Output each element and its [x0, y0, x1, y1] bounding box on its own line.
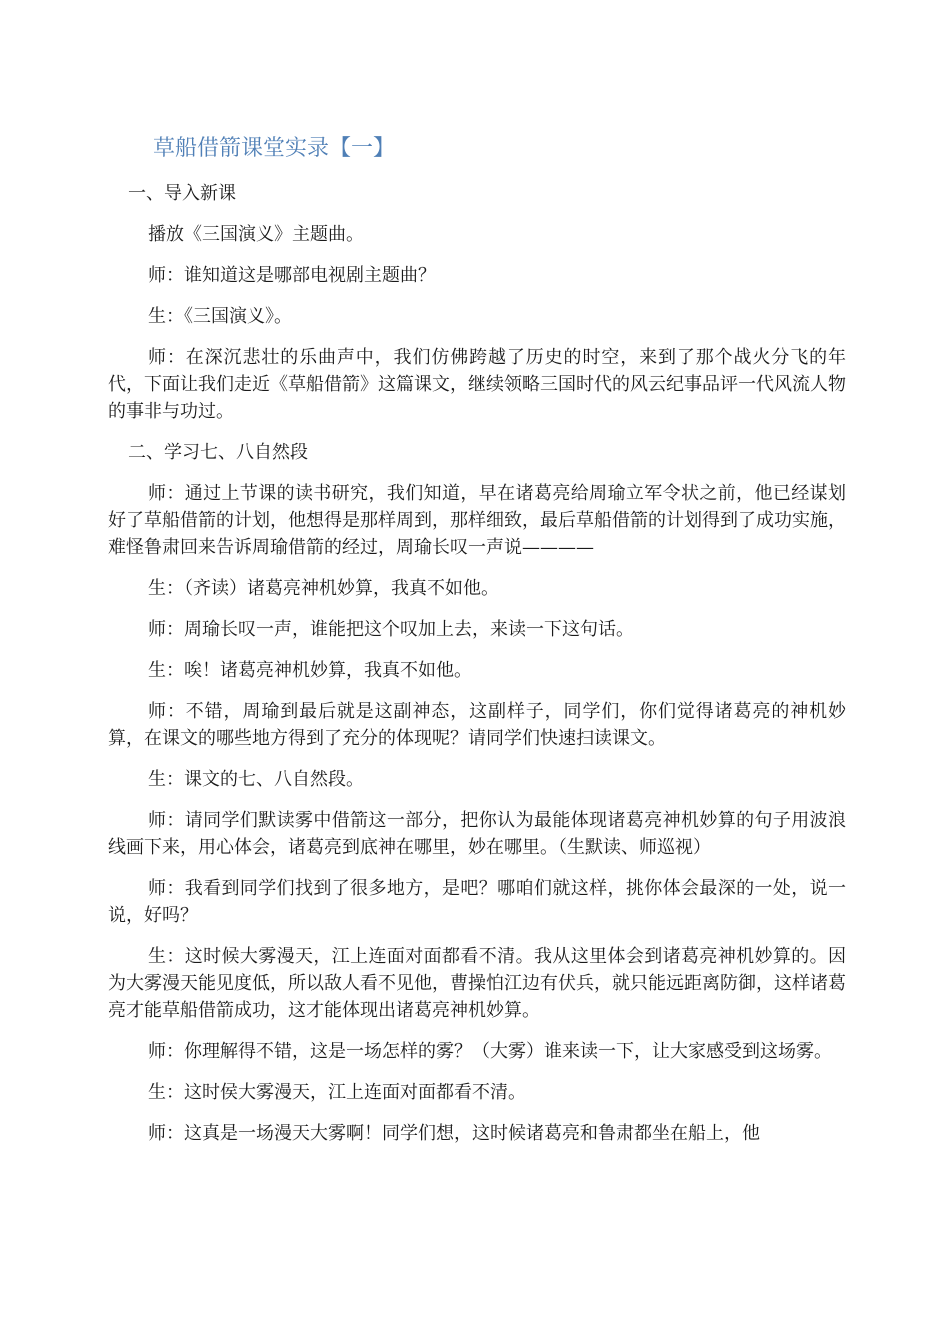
paragraph: 师：你理解得不错，这是一场怎样的雾？（大雾）谁来读一下，让大家感受到这场雾。 — [148, 1041, 832, 1062]
paragraph: 师：这真是一场漫天大雾啊！同学们想，这时候诸葛亮和鲁肃都坐在船上，他 — [148, 1123, 760, 1144]
paragraph: 播放《三国演义》主题曲。 — [148, 224, 364, 245]
paragraph: 师：在深沉悲壮的乐曲声中，我们仿佛跨越了历史的时空，来到了那个战火分飞的年代，下面让我们走近《草船借箭》这篇课文，继续领略三国时代的风云纪事品评一代风流人物的事非与功过。 — [108, 347, 846, 422]
paragraph: 师：我看到同学们找到了很多地方，是吧？哪咱们就这样，挑你体会最深的一处，说一说，好吗？ — [108, 878, 846, 926]
paragraph: 师：谁知道这是哪部电视剧主题曲？ — [148, 265, 436, 286]
paragraph: 生：这时侯大雾漫天，江上连面对面都看不清。 — [148, 1082, 526, 1103]
paragraph: 生：课文的七、八自然段。 — [148, 769, 364, 790]
paragraph: 生：（齐读）诸葛亮神机妙算，我真不如他。 — [148, 578, 499, 599]
paragraph: 师：不错，周瑜到最后就是这副神态，这副样子，同学们，你们觉得诸葛亮的神机妙算，在课文的哪些地方得到了充分的体现呢？请同学们快速扫读课文。 — [108, 701, 846, 749]
paragraph: 生：唉！诸葛亮神机妙算，我真不如他。 — [148, 660, 472, 681]
paragraph: 师：请同学们默读雾中借箭这一部分，把你认为最能体现诸葛亮神机妙算的句子用波浪线画下来，用心体会，诸葛亮到底神在哪里，妙在哪里。（生默读、师巡视） — [108, 810, 846, 858]
paragraph: 师：周瑜长叹一声，谁能把这个叹加上去，来读一下这句话。 — [148, 619, 634, 640]
document-title: 草船借箭课堂实录【一】 — [153, 136, 396, 161]
paragraph: 生：这时候大雾漫天，江上连面对面都看不清。我从这里体会到诸葛亮神机妙算的。因为大雾漫天能见度低，所以敌人看不见他，曹操怕江边有伏兵，就只能远距离防御，这样诸葛亮才能草船借箭成功，这才能体现出诸葛亮神机妙算。 — [108, 946, 846, 1021]
section-heading: 一、导入新课 — [128, 183, 236, 204]
section-heading: 二、学习七、八自然段 — [128, 442, 308, 463]
paragraph: 生：《三国演义》。 — [148, 306, 292, 327]
paragraph: 师：通过上节课的读书研究，我们知道，早在诸葛亮给周瑜立军令状之前，他已经谋划好了草船借箭的计划，他想得是那样周到，那样细致，最后草船借箭的计划得到了成功实施，难怪鲁肃回来告诉周瑜借箭的经过，周瑜长叹一声说———— — [108, 483, 846, 558]
document-body — [108, 180, 846, 1161]
